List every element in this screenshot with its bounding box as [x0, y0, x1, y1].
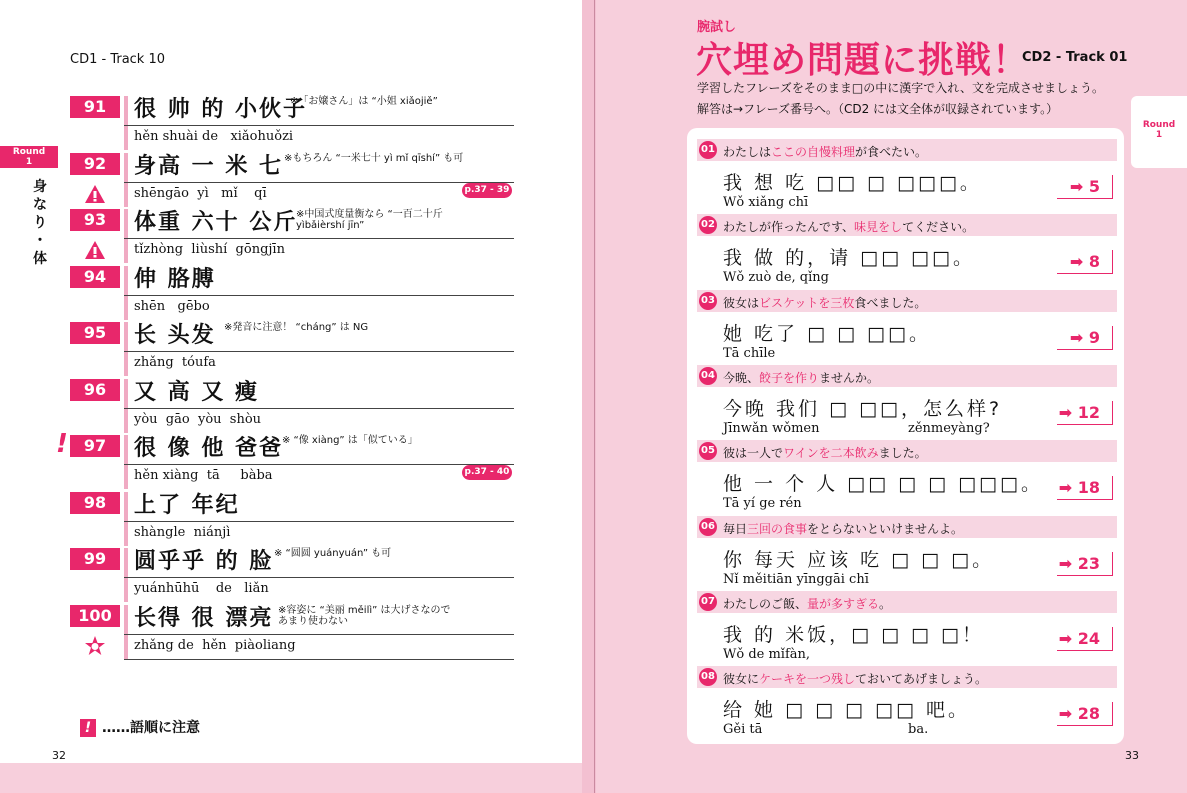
arrow-right-icon: ➡ [1069, 177, 1089, 196]
phrase-entry [70, 209, 515, 265]
question-number: 04 [699, 367, 717, 385]
question-pinyin: Gěi tā [723, 722, 763, 738]
phrase-note [290, 96, 438, 107]
question-text-part: 。 [879, 596, 892, 611]
page-title: 穴埋め問題に挑戦！ [696, 40, 1030, 81]
question-header [697, 214, 1117, 236]
answer-reference[interactable] [1057, 401, 1113, 425]
arrow-right-icon: ➡ [1069, 252, 1089, 272]
phrase-entry [70, 322, 515, 378]
question-item [697, 666, 1117, 741]
question-text-part: 彼女に [723, 672, 760, 687]
phrase-entry [56, 429, 515, 491]
entry-bar [124, 379, 128, 433]
phrase-number: 95 [70, 322, 120, 344]
phrase-entry [70, 548, 515, 604]
round-tab [0, 146, 58, 168]
phrase-chinese: 长 头发 [134, 323, 216, 348]
page-reference-badge[interactable]: p.37 - 40 [462, 465, 512, 480]
phrase-pinyin: shàngle niánjì [134, 524, 231, 540]
answer-reference[interactable] [1057, 702, 1113, 726]
phrase-number: 97 [70, 435, 120, 457]
section-title-vertical [32, 178, 48, 268]
question-japanese [723, 294, 926, 311]
question-text-part: 毎日 [723, 521, 748, 536]
entry-underline [124, 577, 514, 578]
answer-reference[interactable] [1057, 250, 1113, 274]
arrow-right-icon: ➡ [1058, 402, 1078, 422]
question-text-part: わたしは [723, 145, 772, 159]
entry-bottom-line [124, 659, 514, 660]
entry-bar [124, 548, 128, 602]
question-item [697, 214, 1117, 289]
question-number: 05 [699, 442, 717, 460]
phrase-number: 94 [70, 266, 120, 288]
question-japanese [723, 143, 927, 160]
entry-underline [124, 125, 514, 126]
phrase-entry [70, 379, 515, 435]
phrase-pinyin: yòu gāo yòu shòu [134, 411, 262, 427]
arrow-right-icon: ➡ [1058, 478, 1078, 498]
vertical-title-char: な [33, 197, 47, 213]
phrase-note [282, 435, 418, 446]
phrase-note-line: ※中国式度量衡なら “一百二十斤 [296, 209, 443, 220]
question-text-part: わたしのご飯、 [723, 596, 808, 611]
phrase-chinese: 又 高 又 瘦 [134, 379, 259, 405]
arrow-right-icon: ➡ [1058, 628, 1078, 648]
track-label: CD1 - Track 10 [70, 52, 166, 67]
question-text-part: ませんか。 [819, 370, 880, 385]
phrase-note [274, 548, 391, 559]
phrase-number: 96 [70, 379, 120, 401]
phrase-chinese: 圆乎乎 的 脸 [134, 549, 274, 574]
round-tab-right [1131, 96, 1187, 168]
highlighted-phrase: 餃子を作り [759, 370, 820, 385]
question-header [697, 516, 1117, 538]
question-chinese-blank: 她 吃了 □ □ □□。 [723, 322, 931, 345]
highlighted-phrase: 味見をし [854, 220, 903, 235]
phrase-chinese: 长得 很 漂亮 [134, 605, 274, 631]
question-number: 01 [699, 141, 717, 159]
entry-underline [124, 521, 514, 522]
question-header [697, 365, 1117, 387]
arrow-right-icon: ➡ [1058, 704, 1078, 724]
question-pinyin: Jīnwǎn wǒmen [723, 420, 820, 436]
entry-bar [124, 96, 128, 150]
question-header [697, 666, 1117, 688]
question-text-part: ておいてあげましょう。 [855, 672, 988, 687]
vertical-title-char: ・ [33, 233, 47, 249]
phrase-note-line: ※ “像 xiàng” は「似ている」 [282, 435, 418, 446]
phrase-note [284, 153, 463, 164]
question-item [697, 290, 1117, 365]
phrase-entry [70, 492, 515, 548]
highlighted-phrase: ワインを二本飲み [783, 446, 879, 461]
phrase-note-line: ※もちろん “一米七十 yì mǐ qīshí” も可 [284, 152, 464, 164]
arrow-right-icon: ➡ [1069, 327, 1089, 347]
answer-number: 8 [1088, 252, 1100, 272]
question-item [697, 365, 1117, 440]
question-japanese [723, 670, 987, 687]
star-icon [84, 635, 106, 657]
answer-reference[interactable] [1057, 627, 1113, 651]
phrase-note [278, 605, 451, 627]
warning-icon [84, 239, 106, 261]
question-chinese-blank: 我 的 米饭，□ □ □ □！ [723, 623, 985, 646]
track-label-right: CD2 - Track 01 [1022, 50, 1128, 65]
question-chinese-blank: 我 做 的，请 □□ □□。 [723, 247, 975, 270]
round-tab-label: Round [1142, 120, 1176, 130]
arrow-right-icon: ➡ [1058, 553, 1078, 573]
question-japanese [723, 444, 927, 461]
page-number-right: 33 [1125, 749, 1139, 762]
phrase-note-line: ※容姿に “美丽 měilì” は大げさなので [278, 604, 451, 616]
question-pinyin: Wǒ xiǎng chī [723, 195, 809, 210]
challenge-label: 腕試し [697, 20, 737, 35]
entry-underline [124, 464, 514, 465]
vertical-title-char: り [33, 215, 47, 231]
phrase-pinyin: shēn gēbo [134, 298, 210, 314]
phrase-chinese: 很 帅 的 小伙子 [134, 97, 307, 122]
question-item [697, 139, 1117, 214]
question-text-part: をとらないといけませんよ。 [807, 521, 964, 536]
phrase-chinese: 上了 年纪 [134, 492, 240, 518]
entry-underline [124, 351, 514, 352]
question-text-part: 今晩、 [723, 370, 760, 385]
phrase-note-line: あまり使わない [278, 615, 348, 627]
phrase-entry [70, 266, 515, 322]
highlighted-phrase: 量が多すぎる [807, 596, 880, 611]
question-chinese-blank: 他 一 个 人 □□ □ □ □□□。 [723, 473, 1043, 496]
question-pinyin: Wǒ zuò de, qǐng [723, 270, 829, 286]
answer-number: 28 [1077, 704, 1100, 724]
question-header [697, 440, 1117, 462]
phrase-note-line: ※「お嬢さん」は “小姐 xiǎojiě” [290, 96, 438, 107]
question-pinyin: Tā chīle [723, 345, 776, 361]
phrase-note [296, 209, 443, 231]
phrase-note-line: ※ “圆圆 yuányuán” も可 [274, 548, 392, 559]
question-text-part: 彼は一人で [723, 446, 784, 461]
phrase-pinyin: hěn shuài de xiǎohuǒzi [134, 129, 294, 144]
question-number: 02 [699, 216, 717, 234]
phrase-pinyin: yuánhūhū de liǎn [134, 581, 269, 596]
entry-bar [124, 605, 128, 659]
question-text-part: てください。 [902, 220, 975, 235]
answer-number: 12 [1077, 402, 1100, 422]
question-chinese-blank: 给 她 □ □ □ □□ 吧。 [723, 699, 970, 722]
answer-reference[interactable] [1057, 476, 1113, 500]
entry-underline [124, 408, 514, 409]
vertical-title-char: 身 [33, 179, 47, 195]
question-pinyin-end: ba. [908, 722, 929, 738]
question-text-part: ました。 [878, 446, 927, 461]
question-pinyin: Tā yí ge rén [723, 496, 802, 512]
page-footer-band [0, 763, 582, 793]
phrase-note-line: ※発音に注意！ “cháng” は NG [224, 322, 369, 333]
question-item [697, 516, 1117, 591]
question-chinese-blank: 我 想 吃 □□ □ □□□。 [723, 172, 982, 194]
highlighted-phrase: ここの自慢料理 [771, 145, 856, 159]
answer-reference[interactable] [1057, 175, 1113, 199]
phrase-pinyin: zhǎng tóufa [134, 355, 216, 370]
instruction-line: 学習したフレーズをそのまま□の中に漢字で入れ、文を完成させましょう。 [697, 81, 1104, 95]
round-tab-number: 1 [25, 157, 33, 167]
question-text-part: が食べたい。 [855, 145, 928, 159]
gutter-line [594, 0, 595, 793]
phrase-pinyin: zhǎng de hěn piàoliang [134, 637, 296, 653]
highlighted-phrase: ケーキを一つ残し [759, 672, 856, 687]
instruction-line: 解答は→フレーズ番号へ。（CD2 には文全体が収録されています。） [697, 102, 1059, 116]
vertical-title-char: 体 [33, 251, 47, 267]
phrase-number: 98 [70, 492, 120, 514]
answer-reference[interactable] [1057, 326, 1113, 350]
question-chinese-blank: 你 每天 应该 吃 □ □ □。 [723, 548, 995, 571]
warning-icon [84, 183, 106, 205]
phrase-pinyin: shēngāo yì mǐ qī [134, 185, 267, 201]
entry-underline [124, 634, 514, 635]
page-reference-badge[interactable]: p.37 - 39 [462, 183, 512, 198]
answer-reference[interactable] [1057, 552, 1113, 576]
phrase-chinese: 很 像 他 爸爸 [134, 436, 283, 461]
question-number: 08 [699, 668, 717, 686]
question-text-part: わたしが作ったんです、 [723, 220, 855, 235]
instructions [697, 78, 1104, 120]
phrase-number: 99 [70, 548, 120, 570]
question-pinyin: Wǒ de mǐfàn, [723, 646, 811, 662]
highlighted-phrase: 三回の食事 [747, 521, 808, 536]
phrase-number: 91 [70, 96, 120, 118]
phrase-chinese: 身高 一 米 七 [134, 153, 283, 179]
entry-bar [124, 322, 128, 376]
entry-bar [124, 435, 128, 489]
question-pinyin-end: zěnmeyàng? [908, 420, 990, 436]
highlighted-phrase: ビスケットを三枚 [759, 295, 855, 310]
phrase-chinese: 体重 六十 公斤 [134, 210, 298, 235]
exclamation-icon: ! [80, 719, 96, 737]
question-number: 06 [699, 518, 717, 536]
entry-bar [124, 209, 128, 263]
question-number: 07 [699, 593, 717, 611]
question-pinyin: Nǐ měitiān yīnggāi chī [723, 571, 869, 587]
question-header [697, 139, 1117, 161]
question-number: 03 [699, 292, 717, 310]
entry-underline [124, 182, 514, 183]
phrase-entry [70, 96, 515, 152]
question-japanese [723, 595, 891, 612]
answer-number: 24 [1077, 628, 1100, 648]
question-text-part: 彼女は [723, 295, 760, 310]
answer-number: 5 [1088, 177, 1100, 196]
entry-underline [124, 295, 514, 296]
phrase-note [224, 322, 368, 333]
round-tab-number: 1 [1155, 130, 1163, 140]
entry-underline [124, 238, 514, 239]
question-japanese [723, 369, 879, 386]
entry-bar [124, 492, 128, 546]
question-header [697, 290, 1117, 312]
entry-bar [124, 266, 128, 320]
question-japanese [723, 218, 974, 235]
phrase-number: 100 [70, 605, 120, 627]
answer-number: 18 [1077, 478, 1100, 498]
phrase-pinyin: tǐzhòng liùshí gōngjīn [134, 242, 285, 257]
entry-bar [124, 153, 128, 207]
left-page [0, 0, 582, 793]
phrase-note-line: yìbǎièrshí jīn” [296, 220, 365, 231]
phrase-entry [70, 605, 515, 661]
answer-number: 23 [1077, 553, 1100, 573]
answer-number: 9 [1088, 327, 1100, 347]
phrase-number: 92 [70, 153, 120, 175]
question-text-part: 食べました。 [854, 295, 927, 310]
phrase-pinyin: hěn xiàng tā bàba [134, 468, 273, 483]
question-header [697, 591, 1117, 613]
legend [80, 717, 200, 737]
phrase-chinese: 伸 胳膊 [134, 266, 216, 292]
question-japanese [723, 520, 963, 537]
phrase-number: 93 [70, 209, 120, 231]
question-item [697, 591, 1117, 666]
question-chinese-blank: 今晚 我们 □ □□，怎么样? [723, 397, 1003, 420]
page-number-left: 32 [52, 749, 66, 762]
exclamation-icon: ! [56, 429, 68, 459]
round-tab-label: Round [12, 147, 46, 157]
question-item [697, 440, 1117, 515]
phrase-entry [70, 153, 515, 209]
legend-text: ……語順に注意 [102, 720, 200, 736]
